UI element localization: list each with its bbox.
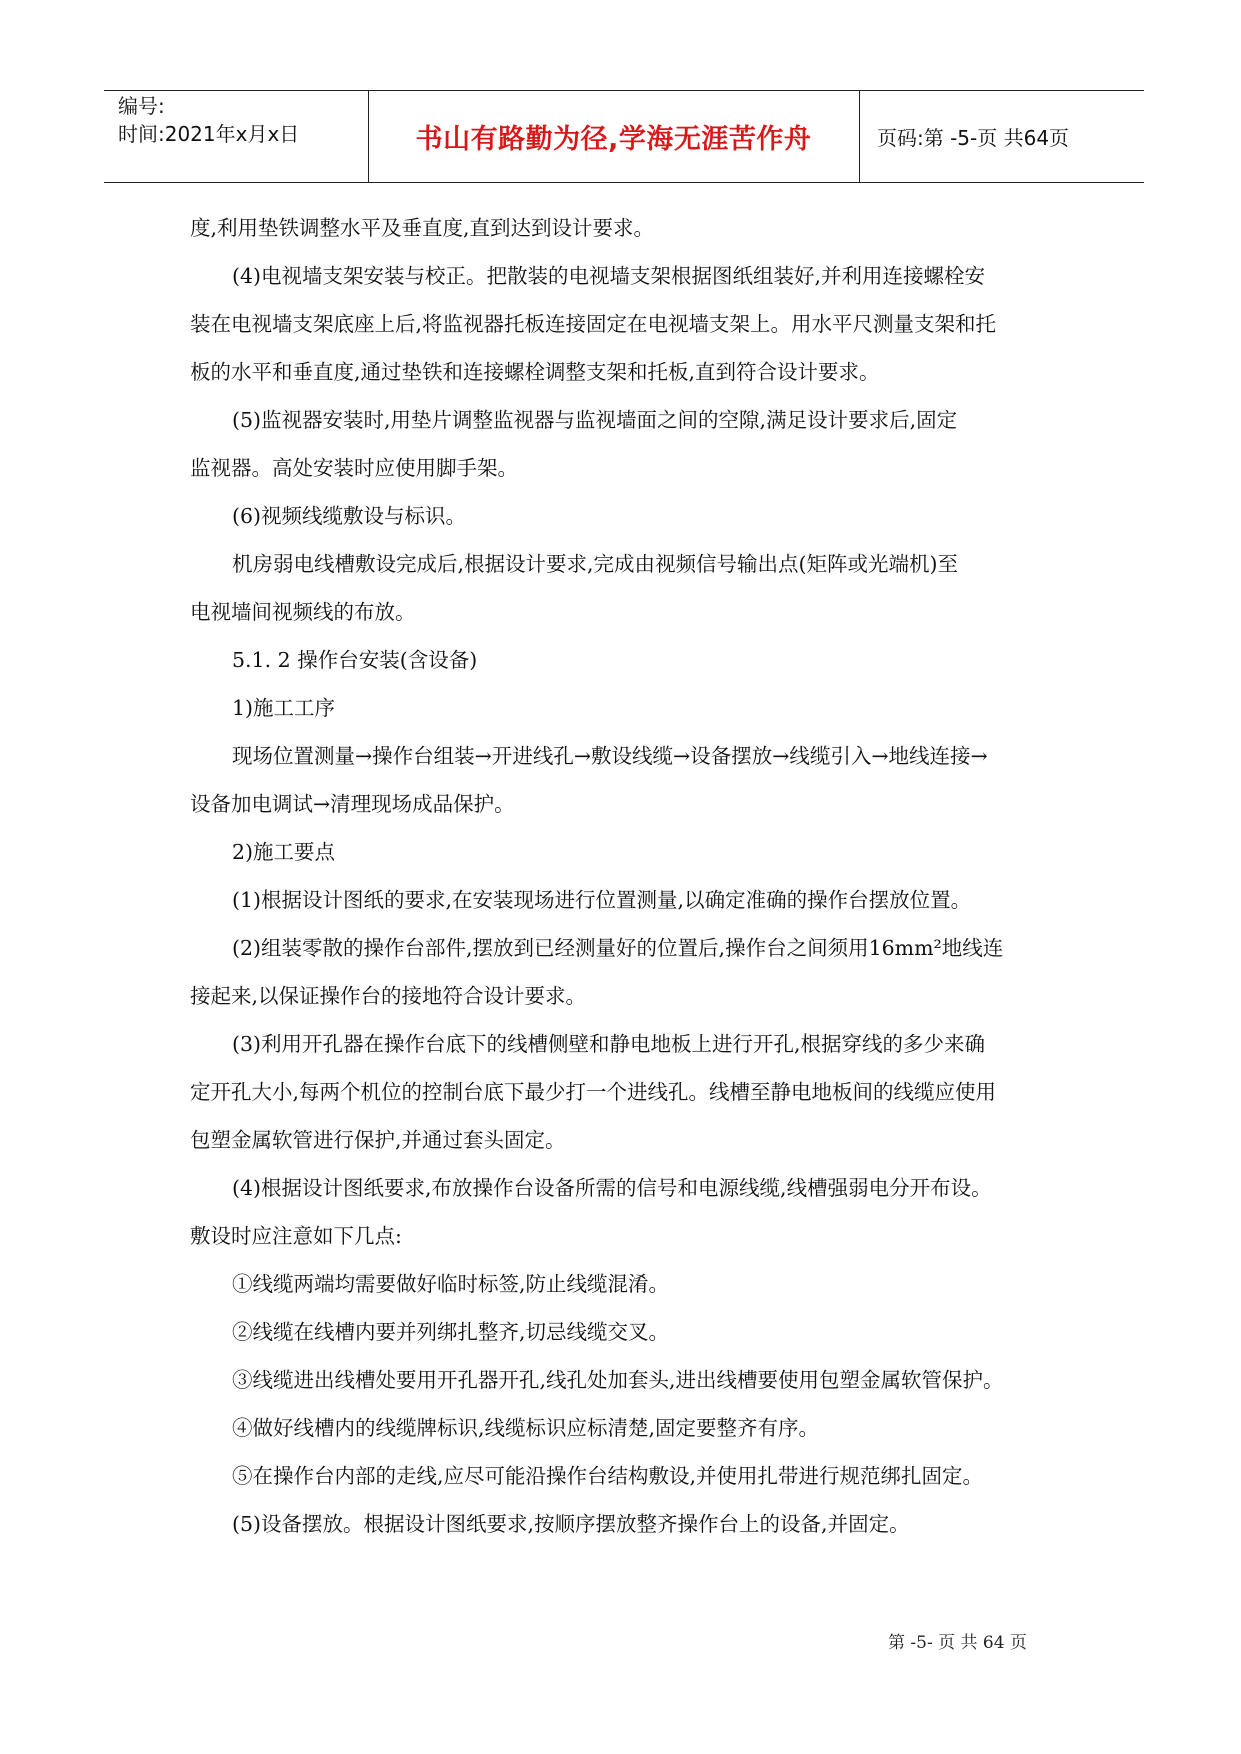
document-header xyxy=(104,90,1144,183)
body-line: 定开孔大小,每两个机位的控制台底下最少打一个进线孔。线槽至静电地板间的线缆应使用 xyxy=(190,1080,997,1104)
serial-label: 编号: xyxy=(118,94,165,118)
list-item: ③线缆进出线槽处要用开孔器开孔,线孔处加套头,进出线槽要使用包塑金属软管保护。 xyxy=(232,1368,1004,1392)
list-item: ⑤在操作台内部的走线,应尽可能沿操作台结构敷设,并使用扎带进行规范绑扎固定。 xyxy=(232,1464,984,1488)
list-item: ②线缆在线槽内要并列绑扎整齐,切忌线缆交叉。 xyxy=(232,1320,670,1344)
list-item: ①线缆两端均需要做好临时标签,防止线缆混淆。 xyxy=(232,1272,670,1296)
body-line: (1)根据设计图纸的要求,在安装现场进行位置测量,以确定准确的操作台摆放位置。 xyxy=(232,888,972,912)
time-label: 时间:2021年x月x日 xyxy=(118,122,300,146)
body-line: (2)组装零散的操作台部件,摆放到已经测量好的位置后,操作台之间须用16mm²地线连 xyxy=(232,936,1004,960)
body-line: 接起来,以保证操作台的接地符合设计要求。 xyxy=(190,984,587,1008)
body-line: (4)根据设计图纸要求,布放操作台设备所需的信号和电源线缆,线槽强弱电分开布设。 xyxy=(232,1176,992,1200)
body-line: (6)视频线缆敷设与标识。 xyxy=(232,504,467,528)
body-line: (3)利用开孔器在操作台底下的线槽侧壁和静电地板上进行开孔,根据穿线的多少来确 xyxy=(232,1032,986,1056)
body-line: 现场位置测量→操作台组装→开进线孔→敷设线缆→设备摆放→线缆引入→地线连接→ xyxy=(232,744,988,768)
body-line: 机房弱电线槽敷设完成后,根据设计要求,完成由视频信号输出点(矩阵或光端机)至 xyxy=(232,552,959,576)
section-heading: 5.1. 2 操作台安装(含设备) xyxy=(232,648,478,672)
body-line: (5)监视器安装时,用垫片调整监视器与监视墙面之间的空隙,满足设计要求后,固定 xyxy=(232,408,958,432)
body-line: (4)电视墙支架安装与校正。把散装的电视墙支架根据图纸组装好,并利用连接螺栓安 xyxy=(232,264,986,288)
body-line: 包塑金属软管进行保护,并通过套头固定。 xyxy=(190,1128,566,1152)
body-line: 电视墙间视频线的布放。 xyxy=(190,600,416,624)
header-meta xyxy=(118,92,363,148)
body-line: 监视器。高处安装时应使用脚手架。 xyxy=(190,456,518,480)
subheading: 2)施工要点 xyxy=(232,840,336,864)
body-line: 度,利用垫铁调整水平及垂直度,直到达到设计要求。 xyxy=(190,216,655,240)
header-divider-right xyxy=(859,90,860,183)
body-line: 装在电视墙支架底座上后,将监视器托板连接固定在电视墙支架上。用水平尺测量支架和托 xyxy=(190,312,997,336)
body-line: 设备加电调试→清理现场成品保护。 xyxy=(190,792,515,816)
list-item: ④做好线槽内的线缆牌标识,线缆标识应标清楚,固定要整齐有序。 xyxy=(232,1416,820,1440)
body-line: 板的水平和垂直度,通过垫铁和连接螺栓调整支架和托板,直到符合设计要求。 xyxy=(190,360,880,384)
header-motto: 书山有路勤为径,学海无涯苦作舟 xyxy=(415,124,812,155)
body-line: 敷设时应注意如下几点: xyxy=(190,1224,402,1248)
header-page-code: 页码:第 -5-页 共64页 xyxy=(877,126,1070,150)
page-footer: 第 -5- 页 共 64 页 xyxy=(888,1633,1027,1653)
body-line: (5)设备摆放。根据设计图纸要求,按顺序摆放整齐操作台上的设备,并固定。 xyxy=(232,1512,910,1536)
subheading: 1)施工工序 xyxy=(232,696,336,720)
